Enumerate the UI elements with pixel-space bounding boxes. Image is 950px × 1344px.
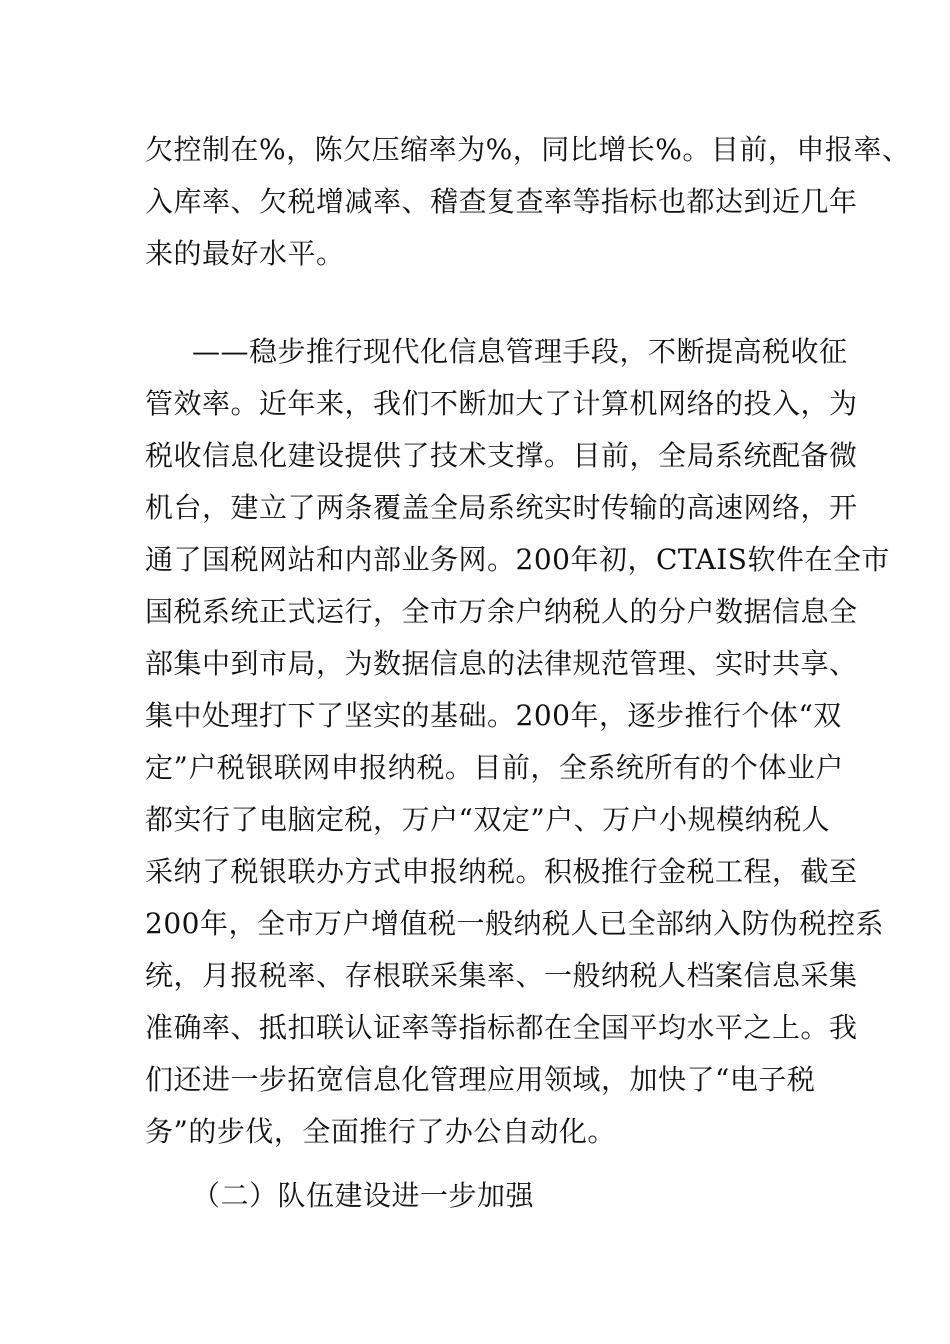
paragraph-1-line-1: 欠控制在%，陈欠压缩率为%，同比增长%。目前，申报率、: [145, 133, 911, 166]
paragraph-2-line-3: 税收信息化建设提供了技术支撑。目前，全局系统配备微: [145, 439, 858, 472]
paragraph-2-line-4: 机台，建立了两条覆盖全局系统实时传输的高速网络，开: [145, 491, 858, 524]
paragraph-2-line-1: ——稳步推行现代化信息管理手段，不断提高税收征: [192, 335, 848, 368]
paragraph-2-line-6: 国税系统正式运行，全市万余户纳税人的分户数据信息全: [145, 595, 858, 628]
paragraph-2-line-16: 务”的步伐，全面推行了办公自动化。: [145, 1115, 616, 1148]
paragraph-2-line-5: 通了国税网站和内部业务网。200年初，CTAIS软件在全市: [145, 543, 890, 576]
paragraph-2-line-10: 都实行了电脑定税，万户“双定”户、万户小规模纳税人: [145, 803, 831, 836]
paragraph-1-line-2: 入库率、欠税增减率、稽查复查率等指标也都达到近几年: [145, 185, 858, 218]
paragraph-1-line-3: 来的最好水平。: [145, 237, 345, 270]
section-heading: （二）队伍建设进一步加强: [192, 1179, 535, 1212]
paragraph-2-line-7: 部集中到市局，为数据信息的法律规范管理、实时共享、: [145, 647, 858, 680]
paragraph-2-line-14: 准确率、抵扣联认证率等指标都在全国平均水平之上。我: [145, 1011, 858, 1044]
paragraph-2-line-12: 200年，全市万户增值税一般纳税人已全部纳入防伪税控系: [145, 907, 884, 940]
paragraph-2-line-15: 们还进一步拓宽信息化管理应用领域，加快了“电子税: [145, 1063, 816, 1096]
paragraph-2-line-11: 采纳了税银联办方式申报纳税。积极推行金税工程，截至: [145, 855, 858, 888]
paragraph-2-line-8: 集中处理打下了坚实的基础。200年，逐步推行个体“双: [145, 699, 842, 732]
paragraph-2-line-13: 统，月报税率、存根联采集率、一般纳税人档案信息采集: [145, 959, 858, 992]
paragraph-2-line-2: 管效率。近年来，我们不断加大了计算机网络的投入，为: [145, 387, 858, 420]
paragraph-2-line-9: 定”户税银联网申报纳税。目前，全系统所有的个体业户: [145, 751, 844, 784]
